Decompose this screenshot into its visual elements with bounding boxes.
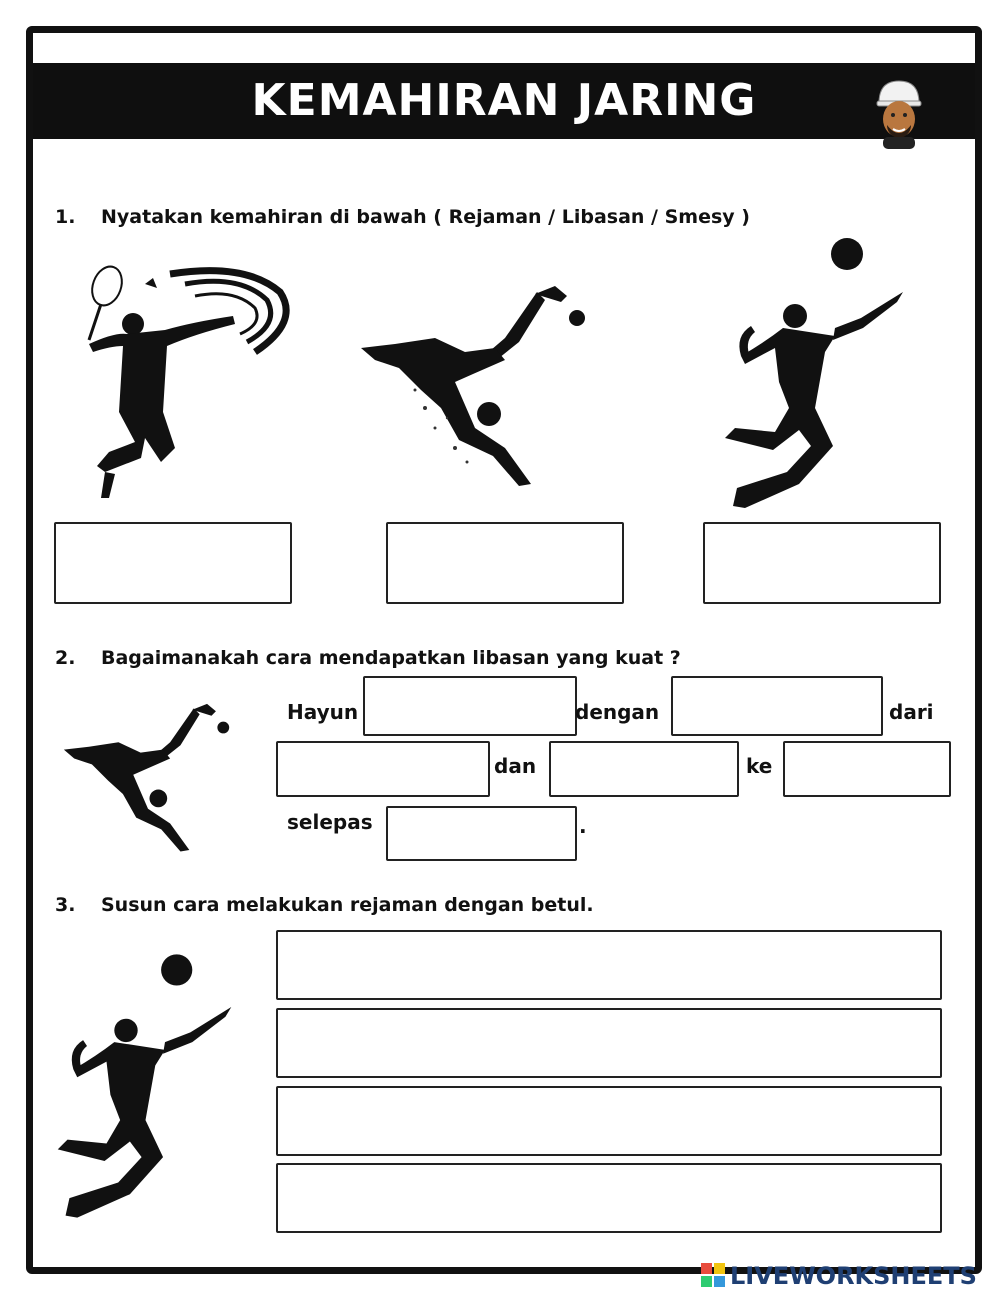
word-dengan: dengan <box>575 700 660 724</box>
volleyball-spike-large-figure-icon <box>48 945 243 1225</box>
q3-step-box-3[interactable] <box>276 1086 942 1156</box>
q2-blank-1[interactable] <box>363 676 577 736</box>
q1-answer-box-1[interactable] <box>54 522 292 604</box>
q2-blank-6[interactable] <box>386 806 577 861</box>
q1-answer-box-3[interactable] <box>703 522 941 604</box>
word-dari: dari <box>889 700 934 724</box>
badminton-smash-figure-icon <box>75 262 295 502</box>
q1-answer-box-2[interactable] <box>386 522 624 604</box>
brand-name: LIVEWORKSHEETS <box>730 1262 977 1290</box>
question-1 <box>55 206 750 228</box>
question-2 <box>55 647 681 669</box>
q2-blank-4[interactable] <box>549 741 739 797</box>
q3-step-box-2[interactable] <box>276 1008 942 1078</box>
word-selepas: selepas <box>287 810 373 834</box>
bicycle-kick-figure-icon <box>355 278 595 488</box>
q3-step-box-4[interactable] <box>276 1163 942 1233</box>
q2-blank-5[interactable] <box>783 741 951 797</box>
question-1-number: 1. <box>55 206 76 228</box>
question-2-number: 2. <box>55 647 76 669</box>
question-3-text: Susun cara melakukan rejaman dengan betul. <box>101 894 594 916</box>
word-ke: ke <box>746 754 773 778</box>
question-1-text: Nyatakan kemahiran di bawah ( Rejaman / Libasan / Smesy ) <box>101 206 750 228</box>
title-bar <box>33 63 975 139</box>
word-dan: dan <box>494 754 537 778</box>
question-3 <box>55 894 594 916</box>
page-title: KEMAHIRAN JARING <box>251 75 757 126</box>
q3-step-box-1[interactable] <box>276 930 942 1000</box>
volleyball-spike-figure-icon <box>715 232 915 512</box>
question-2-text: Bagaimanakah cara mendapatkan libasan yang kuat ? <box>101 647 681 669</box>
liveworksheets-logo-icon <box>700 1262 726 1288</box>
teacher-avatar-icon <box>869 75 929 149</box>
q2-blank-2[interactable] <box>671 676 883 736</box>
liveworksheets-brand <box>700 1262 977 1290</box>
word-period: . <box>579 814 587 838</box>
bicycle-kick-small-figure-icon <box>58 698 238 853</box>
word-hayun: Hayun <box>287 700 359 724</box>
question-3-number: 3. <box>55 894 76 916</box>
q2-blank-3[interactable] <box>276 741 490 797</box>
